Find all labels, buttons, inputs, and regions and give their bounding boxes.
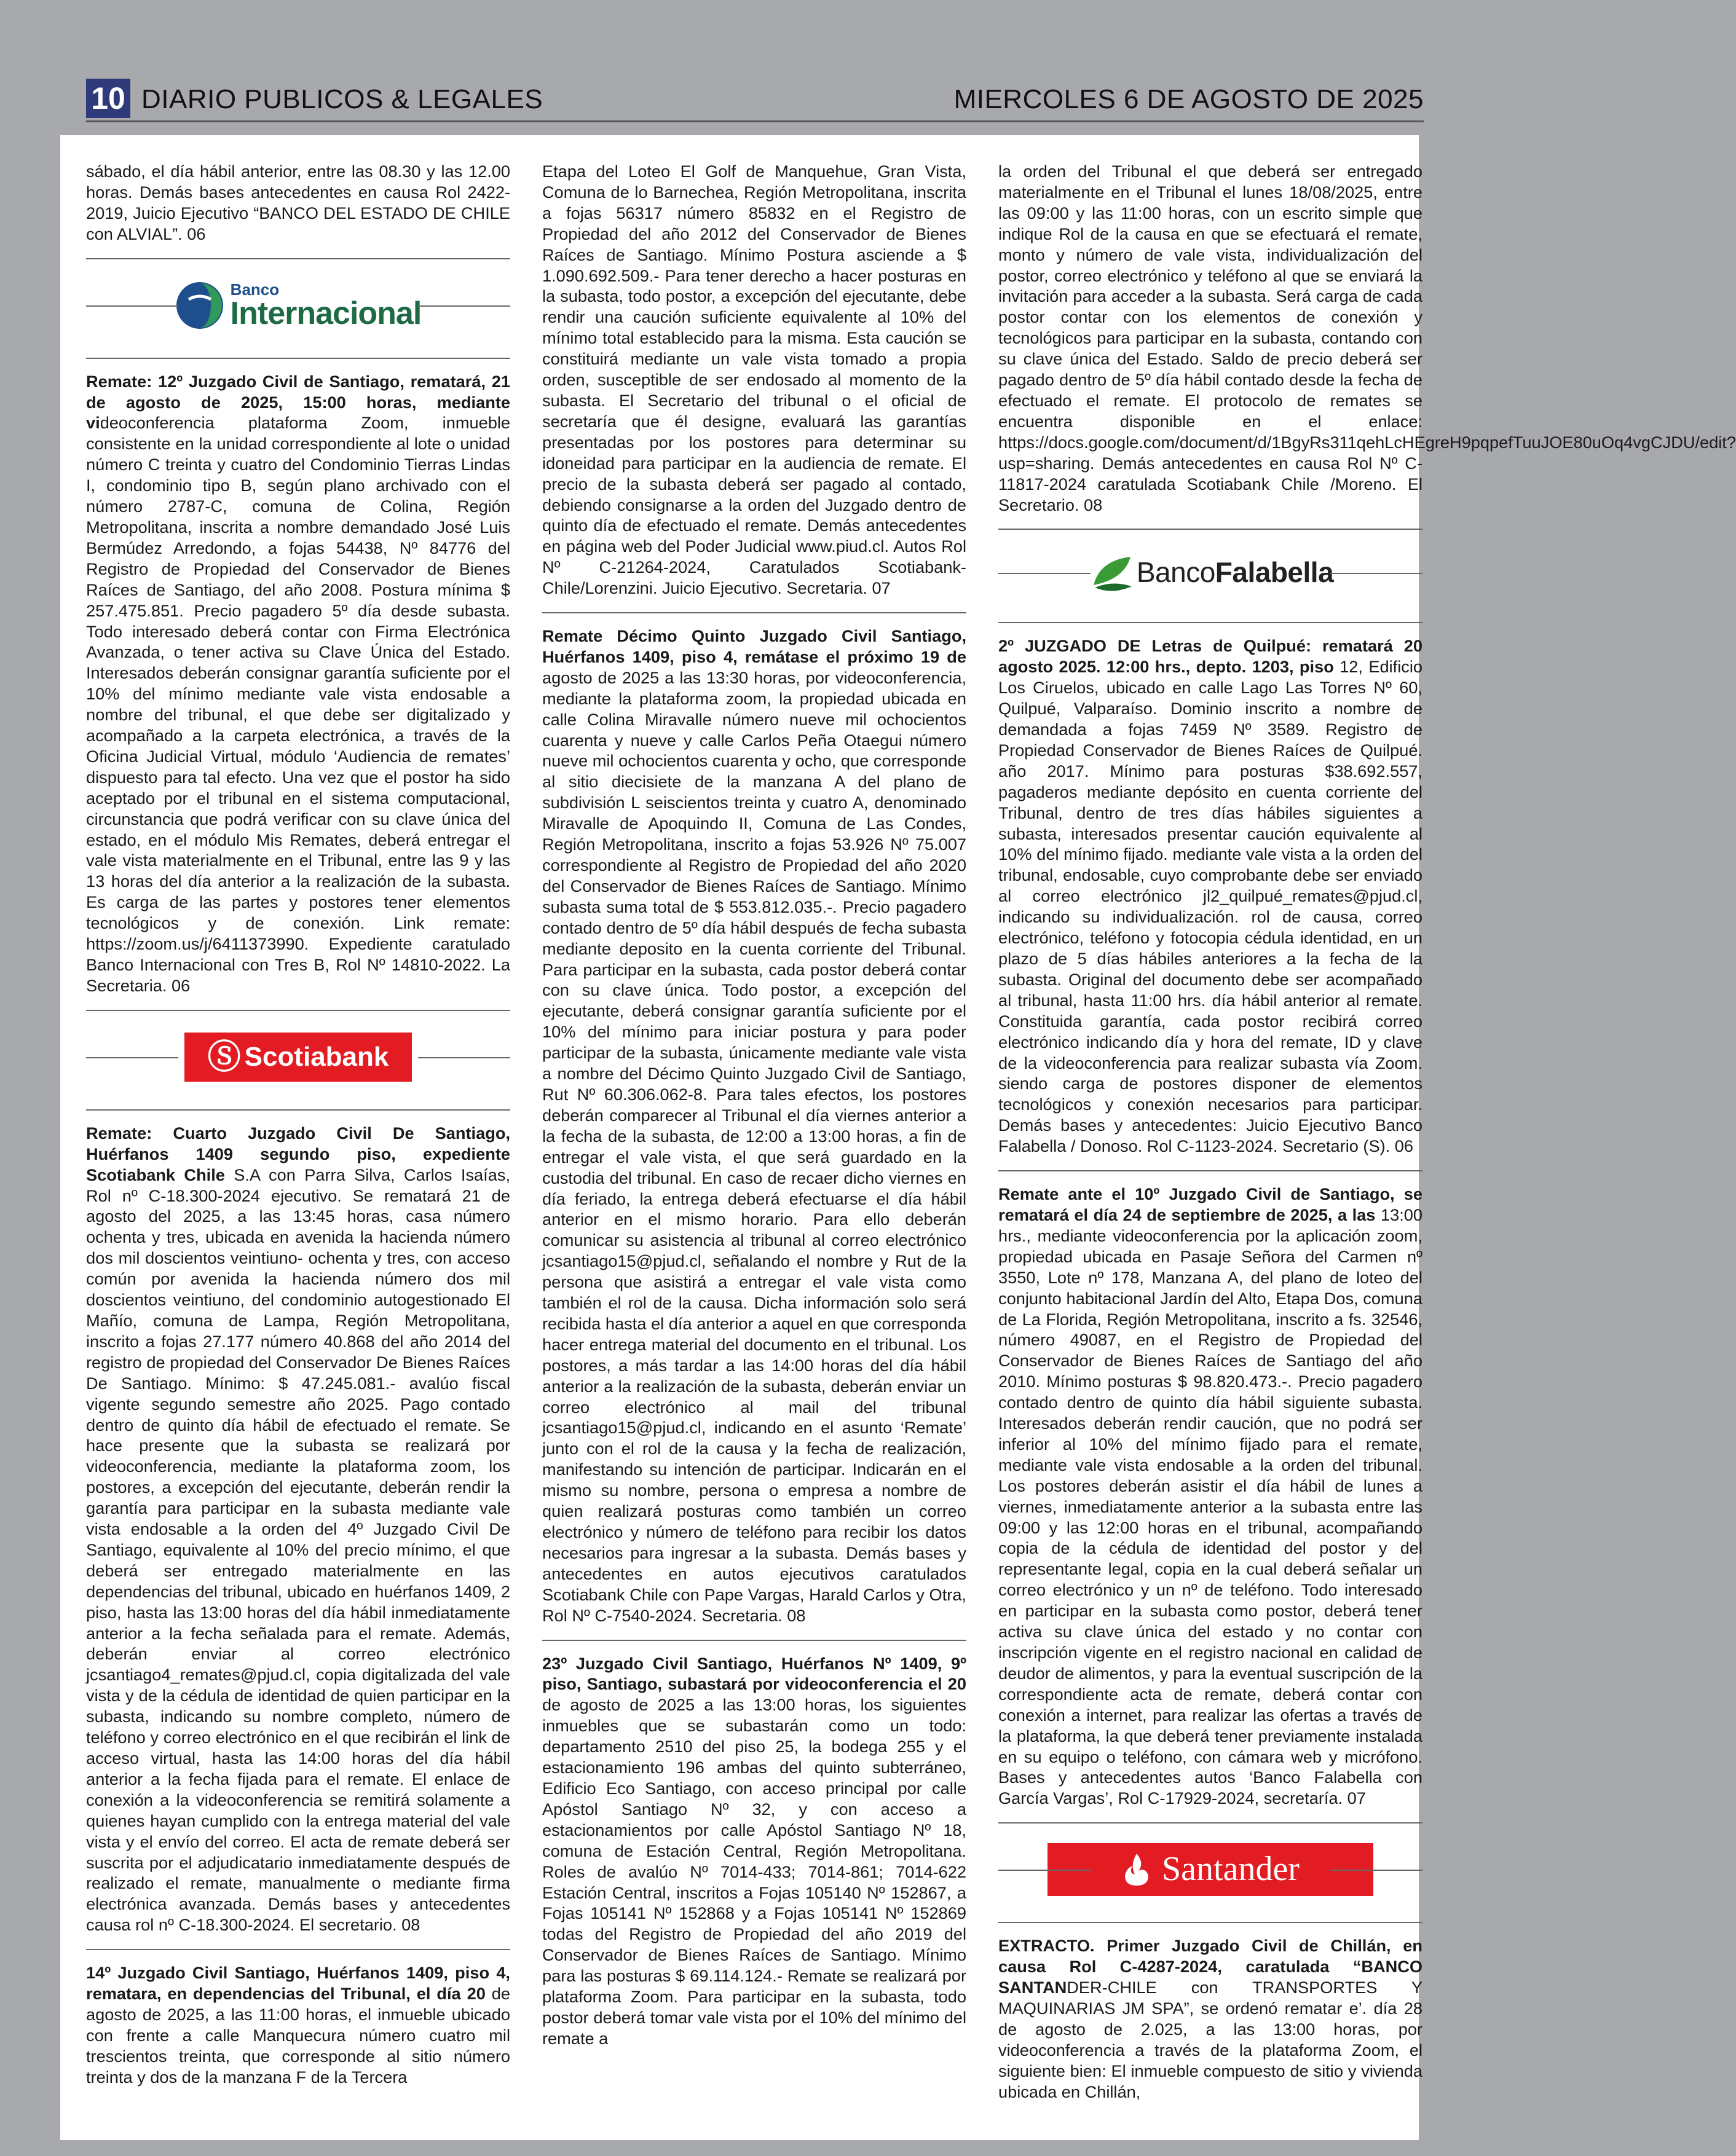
divider	[542, 1640, 966, 1641]
divider	[998, 622, 1422, 623]
logo-text-a: Banco	[1136, 556, 1215, 589]
logo-text-big: Internacional	[230, 295, 422, 331]
notice-text: sábado, el día hábil anterior, entre las 08.30 y las 12.00 horas. Demás bases antecedentes en causa Rol 2422-2019, Juicio Ejecutivo “BANCO DEL ESTADO DE CHILE con ALVIAL”. 06	[86, 162, 510, 243]
divider	[86, 1010, 510, 1011]
scotiabank-logo	[86, 1023, 510, 1091]
notice-text: Remate ante el 10º Juzgado Civil de Santiago, se rematará el día 24 de septiembre de 2025, a las 13:00 hrs., mediante videoconferencia por la aplicación zoom, propiedad ubicada en Pasaje Señora del Carmen nº 3550, Lote nº 178, Manzana A, del plano de loteo del conjunto habitacional Jardín del Alto, Etapa Dos, comuna de La Florida, Región Metropolitana, inscrito a fs. 32546, número 49087, en el Registro de Propiedad del Conservador de Bienes Raíces de Santiago del año 2010. Mínimo posturas $ 98.820.473.-. Precio pagadero contado dentro de quinto día hábil siguiente subasta. Interesados deberán rendir caución, que no podrá ser inferior al 10% del mínimo fijado para el remate, mediante vale vista endosable a la orden del tribunal. Los postores deberán asistir el día hábil de lunes a viernes, inmediatamente anterior a la subasta entre las 09:00 y las 12:00 horas en el tribunal, acompañando copia de la cédula de identidad del postor y del representante legal, copia en la cual deberá señalar un correo electrónico y un nº de teléfono. Todo interesado en participar en la subasta como postor, deberá tener activa su clave única del estado y no contar con inscripción vigente en el registro nacional en calidad de deudor de alimentos, y para la eventual suscripción de la correspondiente acta de remate, deberá contar con conexión a internet, para realizar las ofertas a través de la plataforma, la que deberá tener previamente instalada en su equipo o teléfono, con cámara web y micrófono. Bases y antecedentes autos ‘Banco Falabella con García Vargas’, Rol C-17929-2024, secretaría. 07	[998, 1184, 1422, 1808]
scotiabank-s-icon: Ⓢ	[207, 1038, 241, 1076]
divider	[86, 1949, 510, 1950]
notice-text: 23º Juzgado Civil Santiago, Huérfanos Nº 1409, 9º piso, Santiago, subastará por videoconferencia el 20 de agosto de 2025 a las 13:00 horas, los siguientes inmuebles que se subastarán como un todo: departamento 2510 del piso 25, la bodega 255 y el estacionamiento 196 ambas del quinto subterráneo, Edificio Eco Santiago, con acceso principal por calle Apóstol Santiago Nº 32, y con acceso a estacionamientos por calle Apóstol Santiago Nº 18, comuna de Estación Central, Región Metropolitana. Roles de avalúo Nº 7014-433; 7014-861; 7014-622 Estación Central, inscritos a Fojas 105140 Nº 152867, a Fojas 105141 Nº 152868 y a Fojas 105141 Nº 152869 todas del Registro de Propiedad del año 2019 del Conservador de Bienes Raíces de Santiago. Mínimo para las posturas $ 69.114.124.- Remate se realizará por plataforma Zoom. Para participar en la subasta, todo postor deberá tomar vale vista por el 10% del mínimo del remate a	[542, 1653, 966, 2048]
divider	[998, 1822, 1422, 1824]
issue-date: MIERCOLES 6 DE AGOSTO DE 2025	[953, 84, 1424, 114]
santander-logo	[998, 1836, 1422, 1903]
notice-text: Remate Décimo Quinto Juzgado Civil Santiago, Huérfanos 1409, piso 4, remátase el próximo 19 de agosto de 2025 a las 13:30 horas, por videoconferencia, mediante la plataforma zoom, la propiedad ubicada en calle Colina Miravalle número nueve mil ochocientos cuarenta y nueve y calle Carlos Peña Otaegui número nueve mil ochocientos cuarenta y ocho, que corresponde al sitio diecisiete de la manzana A del plano de subdivisión L seiscientos treinta y cuatro A, denominado Miravalle de Apoquindo II, Comuna de Las Condes, Región Metropolitana, inscrito a fojas 53.926 Nº 75.007 correspondiente al Registro de Propiedad del año 2020 del Conservador de Bienes Raíces de Santiago. Mínimo subasta suma total de $ 553.812.035.-. Precio pagadero contado dentro de 5º día hábil después de fecha subasta mediante deposito en la cuenta corriente del Tribunal. Para participar en la subasta, cada postor deberá contar con su clave única. Todo postor, a excepción del ejecutante, deberá consignar garantía suficiente por el 10% del mínimo para iniciar postura y para poder participar de la subasta, únicamente mediante vale vista a nombre del Décimo Quinto Juzgado Civil de Santiago, Rut Nº 60.306.062-8. Para tales efectos, los postores deberán comparecer al Tribunal el día viernes anterior a la fecha de la subasta, de 12:00 a 13:00 horas, a fin de entregar el vale vista, el que será guardado en la custodia del tribunal. En caso de recaer dicho viernes en día feriado, la entrega deberá efectuarse el día hábil anterior en el mismo horario. Para ello deberán comunicar su asistencia al tribunal al correo electrónico jcsantiago15@pjud.cl, señalando el nombre y Rut de la persona que asistirá a entregar el vale vista como también el rol de la causa. Dicha información solo será recibida hasta el día anterior a aquel en que corresponda hacer entrega material del documento en el tribunal. Los postores, a más tardar a las 14:00 horas del día hábil anterior a la realización de la subasta, deberán enviar un correo electrónico al mail del tribunal jcsantiago15@pjud.cl, indicando en el asunto ‘Remate’ junto con el rol de la causa y la fecha de realización, manifestando su intención de participar. Indicarán en el mismo su nombre, persona o empresa a nombre de quien realizará posturas como también un correo electrónico y número de teléfono para recibir los datos necesarios para ingresar a la subasta. Demás bases y antecedentes en autos ejecutivos caratulados Scotiabank Chile con Pape Vargas, Harald Carlos y Otra, Rol Nº C-7540-2024. Secretaria. 08	[542, 626, 966, 1625]
notice-text: Etapa del Loteo El Golf de Manquehue, Gran Vista, Comuna de lo Barnechea, Región Metropolitana, inscrita a fojas 56317 número 85832 en el Registro de Propiedad del año 2012 del Conservador de Bienes Raíces de Santiago. Mínimo Postura asciende a $ 1.090.692.509.- Para tener derecho a hacer posturas en la subasta, todo postor, a excepción del ejecutante, debe rendir una caución suficiente equivalente al 10% del mínimo total establecido para la misma. Esta caución se constituirá mediante un vale vista tomado a propia orden, susceptible de ser endosado al momento de la subasta. El Secretario del tribunal o el oficial de secretaría que él designe, evaluará las garantías presentadas por los postores para determinar su idoneidad para participar en la audiencia de remate. El precio de la subasta deberá ser pagado al contado, debiendo consignarse a la orden del Juzgado dentro de quinto día de efectuado el remate. Demás antecedentes en página web del Poder Judicial www.piud.cl. Autos Rol Nº C-21264-2024, Caratulados Scotiabank-Chile/Lorenzini. Juicio Ejecutivo. Secretaria. 07	[542, 162, 966, 598]
banco-falabella-leaf-icon	[1087, 548, 1137, 597]
banco-internacional-symbol-icon	[175, 281, 224, 330]
publication-title: DIARIO PUBLICOS & LEGALES	[141, 84, 543, 114]
divider	[998, 529, 1422, 530]
divider	[998, 1170, 1422, 1171]
notice-text: Remate: 12º Juzgado Civil de Santiago, rematará, 21 de agosto de 2025, 15:00 horas, mediante videoconferencia plataforma Zoom, inmueble consistente en la unidad correspondiente al lote o unidad número C treinta y cuatro del Condominio Tierras Lindas I, condominio tipo B, según plano archivado con el número 2787-C, comuna de Colina, Región Metropolitana, inscrita a nombre demandado José Luis Bermúdez Arredondo, a fojas 54438, Nº 84776 del Registro de Propiedad del Conservador de Bienes Raíces de Santiago, del año 2008. Postura mínima $ 257.475.851. Precio pagadero 5º día desde subasta. Todo interesado deberá contar con Firma Electrónica Avanzada, o tener activa su Clave Única del Estado. Interesados deberán consignar garantía suficiente por el 10% del mínimo mediante vale vista endosable a nombre del tribunal, el que debe ser digitalizado y acompañado a la carpeta electrónica, a través de la Oficina Judicial Virtual, módulo ‘Audiencia de remates’ dispuesto para tal efecto. Una vez que el postor ha sido aceptado por el tribunal en el sistema computacional, circunstancia que podrá verificar con su clave única del estado, en el módulo Mis Remates, deberá entregar el vale vista materialmente en el Tribunal, entre las 9 y las 13 horas del día anterior a la realización de la subasta. Es carga de las partes y postores tener elementos tecnológicos y de conexión. Link remate: https://zoom.us/j/6411373990. Expediente caratulado Banco Internacional con Tres B, Rol Nº 14810-2022. La Secretaria. 06	[86, 371, 510, 995]
banco-falabella-logo	[998, 542, 1422, 604]
notice-text: la orden del Tribunal el que deberá ser entregado materialmente en el Tribunal el lunes 18/08/2025, entre las 09:00 y las 11:00 horas, con un escrito simple que indique Rol de la causa en que se efectuará el remate, monto y número de vale vista, individualización del postor, correo electrónico y teléfono al que se enviará la invitación para acceder a la subasta. Será carga de cada postor contar con los elementos de conexión y tecnológicos para participar en la subasta, contando con su clave única del Estado. Saldo de precio deberá ser pagado dentro de 5º día hábil contado desde la fecha de efectuado el remate. El protocolo de remates se encuentra disponible en el enlace: https://docs.google.com/document/d/1BgyRs311qehLcHEgreH9pqpefTuuJOE80uOq4vgCJDU/edit?usp=sharing. Demás antecedentes en causa Rol Nº C-11817-2024 caratulada Scotiabank Chile /Moreno. El Secretario. 08	[998, 162, 1736, 514]
column-2	[542, 161, 966, 2134]
santander-flame-icon	[1121, 1852, 1152, 1887]
notice-text: 14º Juzgado Civil Santiago, Huérfanos 1409, piso 4, rematara, en dependencias del Tribunal, el día 20 de agosto de 2025, a las 11:00 horas, el inmueble ubicado con frente a calle Manquecura número cuatro mil trescientos treinta, que corresponde al sitio número treinta y dos de la manzana F de la Tercera	[86, 1963, 510, 2087]
logo-text-b: Falabella	[1215, 556, 1334, 589]
banco-internacional-logo	[86, 272, 510, 339]
logo-text: Scotiabank	[244, 1041, 389, 1072]
notice-text: Remate: Cuarto Juzgado Civil De Santiago, Huérfanos 1409 segundo piso, expediente Scotiabank Chile S.A con Parra Silva, Carlos Isaías, Rol nº C-18.300-2024 ejecutivo. Se rematará 21 de agosto del 2025, a las 13:45 horas, casa número ochenta y tres, ubicada en avenida la hacienda número dos mil doscientos veintiuno- ochenta y tres, con acceso común por avenida la hacienda número dos mil doscientos veintiuno, del condominio autogestionado El Mañío, comuna de Lampa, Región Metropolitana, inscrito a fojas 27.177 número 40.868 del año 2014 del registro de propiedad del Conservador De Bienes Raíces De Santiago. Mínimo: $ 47.245.081.- avalúo fiscal vigente segundo semestre año 2025. Pago contado dentro de quinto día hábil de efectuado el remate. Se hace presente que la subasta se realizará por videoconferencia, mediante la plataforma zoom, los postores, a excepción del ejecutante, deberán rendir la garantía para participar en la subasta mediante vale vista endosable a la orden del 4º Juzgado Civil De Santiago, equivalente al 10% del precio mínimo, el que deberá ser entregado materialmente en las dependencias del tribunal, ubicado en huérfanos 1409, 2 piso, hasta las 13:00 horas del día hábil inmediatamente anterior a la fecha señalada para el remate. Además, deberán enviar al correo electrónico jcsantiago4_remates@pjud.cl, copia digitalizada del vale vista y de la cédula de identidad de quien participar en la subasta, indicando su nombre completo, número de teléfono y correo electrónico en el que recibirán el link de acceso virtual, hasta las 14:00 horas del día hábil anterior a la fecha fijada para el remate. El enlace de conexión a la videoconferencia se remitirá solamente a quienes hayan cumplido con la entrega material del vale vista y el envío del correo. El acta de remate deberá ser suscrita por el adjudicatario inmediatamente después de realizado el remate, manualmente o mediante firma electrónica avanzada. Demás bases y antecedentes causa rol nº C-18.300-2024. El secretario. 08	[86, 1123, 510, 1935]
column-3	[998, 161, 1736, 2134]
divider	[86, 1109, 510, 1111]
divider	[542, 612, 966, 613]
notice-text: EXTRACTO. Primer Juzgado Civil de Chillán, en causa Rol C-4287-2024, caratulada “BANCO SANTANDER-CHILE con TRANSPORTES Y MAQUINARIAS JM SPA”, se ordenó rematar e’. día 28 de agosto de 2.025, a las 13:00 horas, por videoconferencia a través de la plataforma Zoom, el siguiente bien: El inmueble compuesto de sitio y vivienda ubicada en Chillán,	[998, 1936, 1422, 2101]
logo-text-small: Banco	[230, 280, 280, 299]
logo-text: Santander	[1162, 1850, 1300, 1889]
header-rule	[86, 120, 1424, 122]
divider	[86, 258, 510, 259]
page-number: 10	[86, 79, 130, 118]
divider	[998, 1922, 1422, 1923]
notice-text: 2º JUZGADO DE Letras de Quilpué: rematará 20 agosto 2025. 12:00 hrs., depto. 1203, piso 12, Edificio Los Ciruelos, ubicado en calle Lago Las Torres Nº 60, Quilpué, Valparaíso. Dominio inscrito a nombre de demandada a fojas 7459 Nº 3589. Registro de Propiedad Conservador de Bienes Raíces de Quilpué. año 2017. Mínimo para posturas $38.692.557, pagaderos mediante depósito en cuenta corriente del Tribunal, dentro de tres días hábiles siguientes a subasta, interesados presentar caución equivalente al 10% del mínimo fijado. mediante vale vista a la orden del tribunal, endosable, cuyo comprobante debe ser enviado al correo electrónico jl2_quilpué_remates@pjud.cl, indicando su individualización. rol de causa, correo electrónico, teléfono y fotocopia cédula identidad, en un plazo de 5 días hábiles anteriores a la fecha de la subasta. Original del documento debe ser acompañado al tribunal, hasta 11:00 hrs. día hábil anterior al remate. Constituida garantía, cada postor recibirá correo electrónico indicando día y hora del remate, ID y clave de la videoconferencia para realizar subasta vía Zoom. siendo carga de postores disponer de elementos tecnológicos y conexión necesarios para participar. Demás bases y antecedentes: Juicio Ejecutivo Banco Falabella / Donoso. Rol C-1123-2024. Secretario (S). 06	[998, 636, 1422, 1156]
column-1	[86, 161, 510, 2134]
divider	[86, 358, 510, 359]
page-header	[86, 79, 1424, 118]
